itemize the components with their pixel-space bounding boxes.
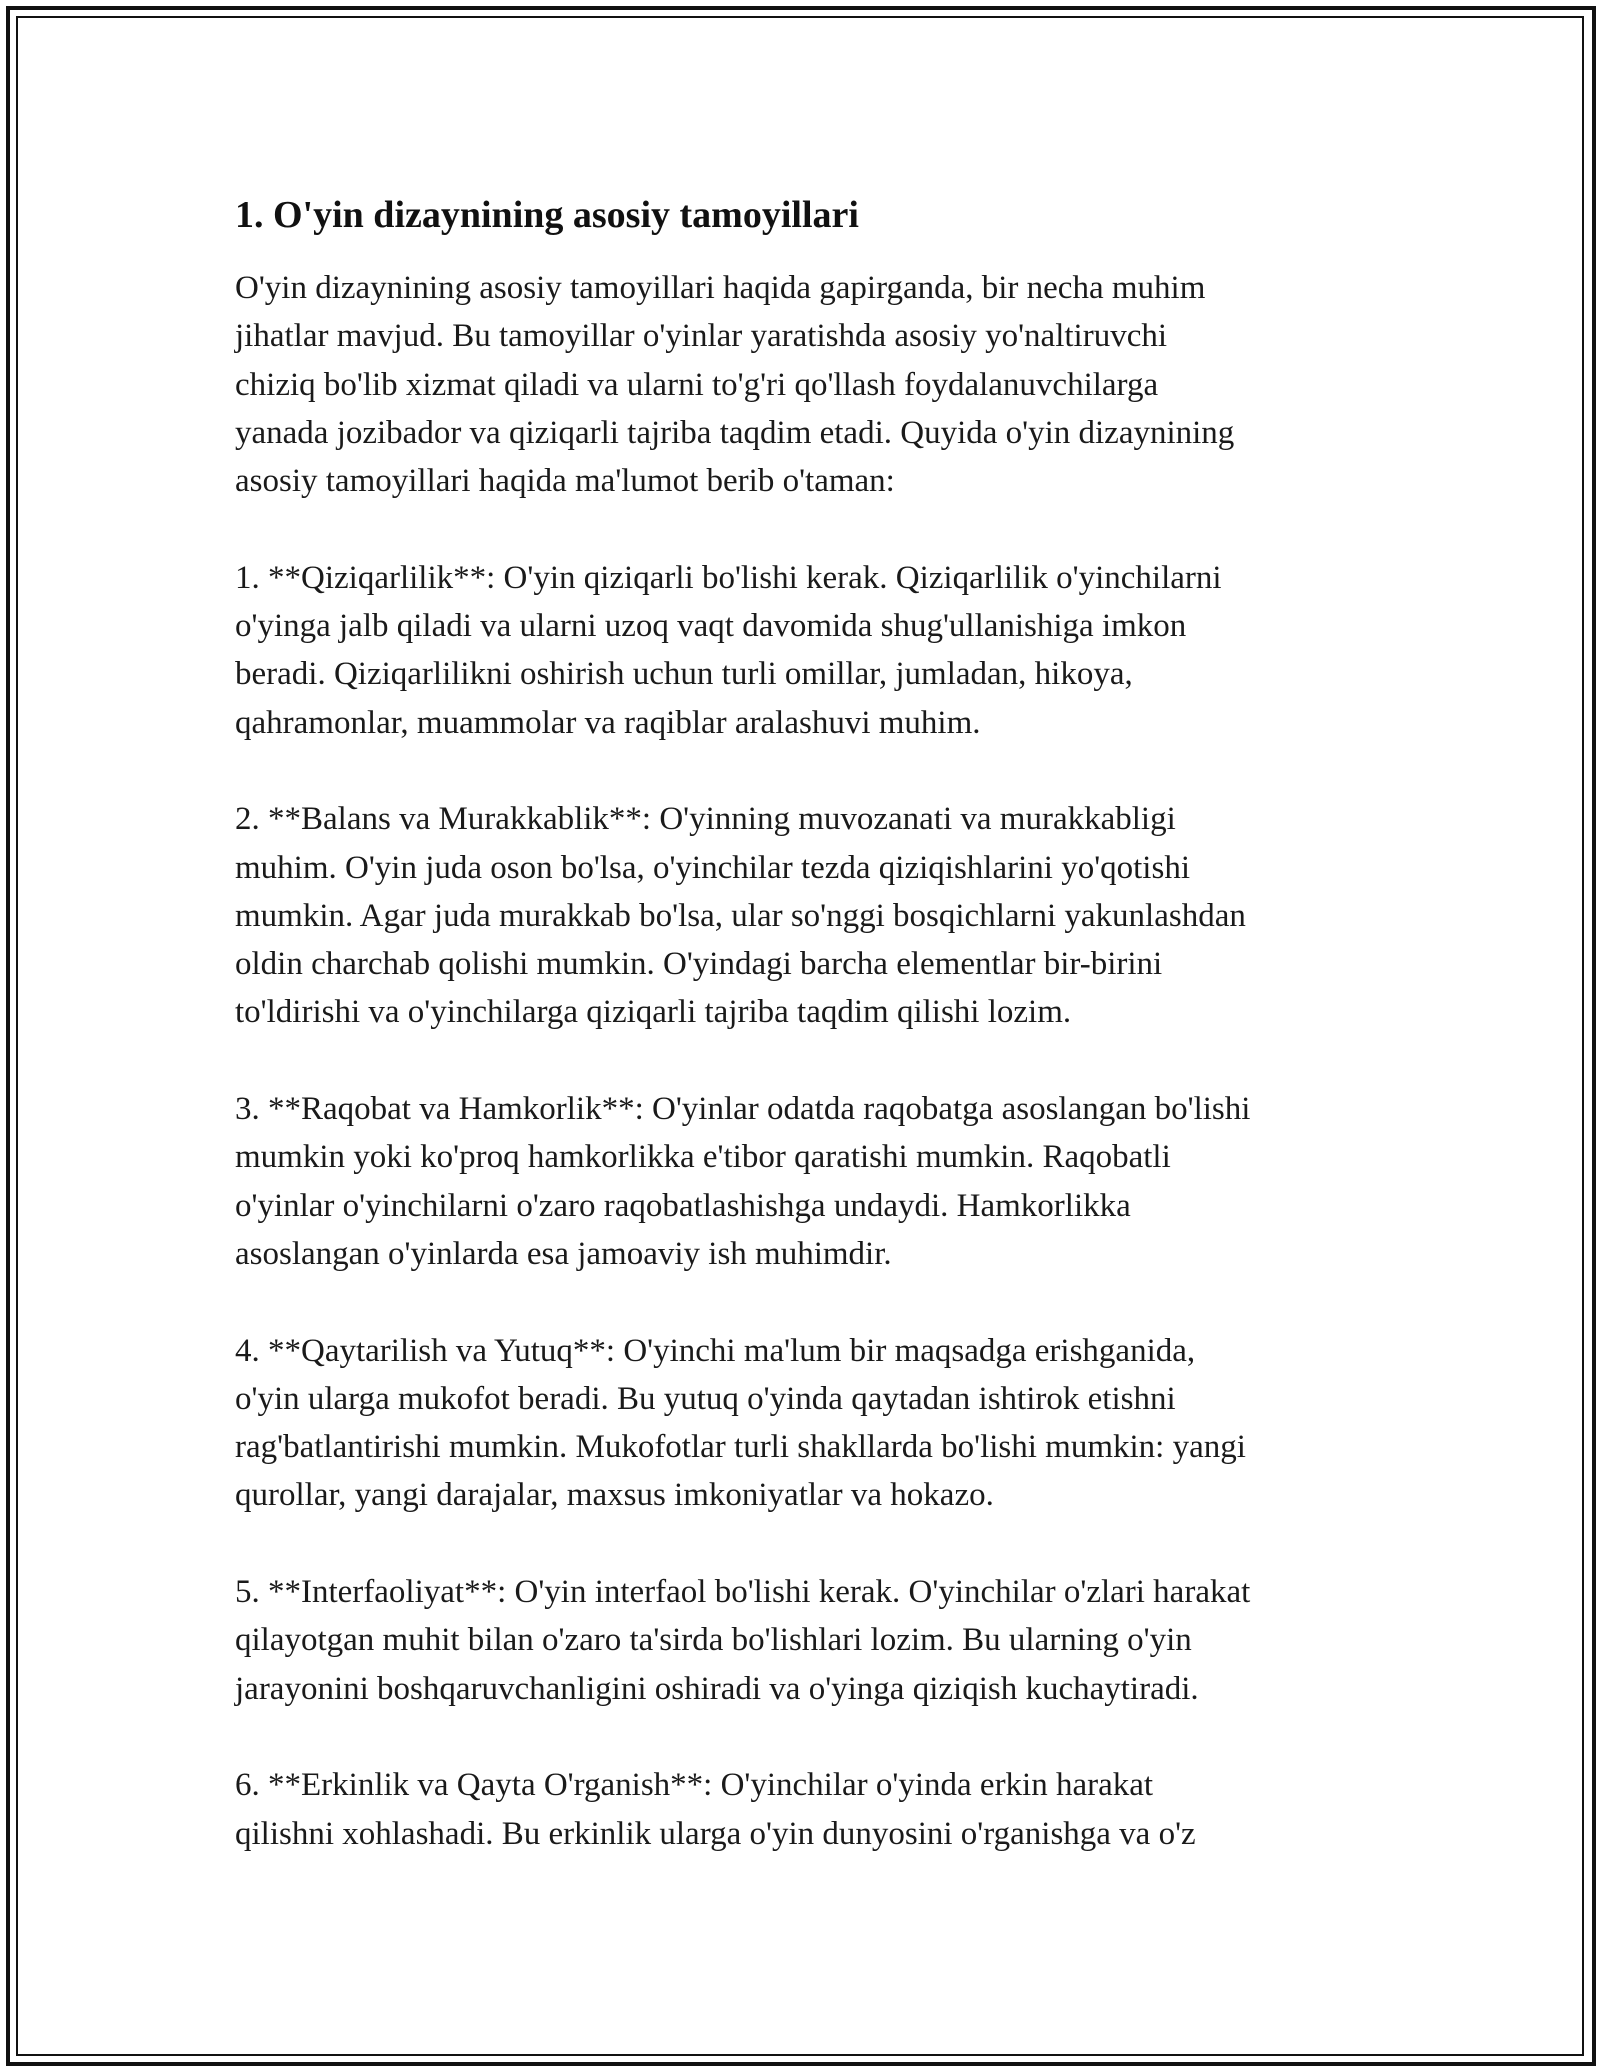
- text-line: asoslangan o'yinlarda esa jamoaviy ish muhimdir.: [235, 1235, 892, 1272]
- text-line: mumkin. Agar juda murakkab bo'lsa, ular so'nggi bosqichlarni yakunlashdan: [235, 897, 1246, 934]
- text-line: yanada jozibador va qiziqarli tajriba taqdim etadi. Quyida o'yin dizaynining: [235, 414, 1235, 451]
- text-line: beradi. Qiziqarlilikni oshirish uchun turli omillar, jumladan, hikoya,: [235, 656, 1133, 693]
- text-line: 6. **Erkinlik va Qayta O'rganish**: O'yinchilar o'yinda erkin harakat: [235, 1767, 1154, 1804]
- text-line: jihatlar mavjud. Bu tamoyillar o'yinlar yaratishda asosiy yo'naltiruvchi: [235, 318, 1168, 355]
- text-line: rag'batlantirishi mumkin. Mukofotlar turli shakllarda bo'lishi mumkin: yangi: [235, 1429, 1246, 1466]
- paragraph: [235, 264, 1380, 505]
- document-body: [235, 186, 1380, 1906]
- text-line: qilishni xohlashadi. Bu erkinlik ularga o'yin dunyosini o'rganishga va o'z: [235, 1815, 1196, 1852]
- text-line: o'yin ularga mukofot beradi. Bu yutuq o'yinda qaytadan ishtirok etishni: [235, 1380, 1176, 1417]
- text-line: chiziq bo'lib xizmat qiladi va ularni to'g'ri qo'llash foydalanuvchilarga: [235, 366, 1159, 403]
- text-line: o'yinga jalb qiladi va ularni uzoq vaqt davomida shug'ullanishiga imkon: [235, 608, 1187, 645]
- text-line: 3. **Raqobat va Hamkorlik**: O'yinlar odatda raqobatga asoslangan bo'lishi: [235, 1091, 1251, 1128]
- text-line: O'yin dizaynining asosiy tamoyillari haqida gapirganda, bir necha muhim: [235, 270, 1206, 306]
- paragraph: [235, 795, 1380, 1036]
- paragraph: [235, 1085, 1380, 1278]
- text-line: 2. **Balans va Murakkablik**: O'yinning muvozanati va murakkabligi: [235, 801, 1176, 838]
- section-heading: 1. O'yin dizaynining asosiy tamoyillari: [235, 194, 859, 236]
- text-line: muhim. O'yin juda oson bo'lsa, o'yinchilar tezda qiziqishlarini yo'qotishi: [235, 849, 1190, 886]
- paragraph-list: [235, 264, 1380, 1858]
- text-line: qahramonlar, muammolar va raqiblar aralashuvi muhim.: [235, 704, 981, 741]
- text-line: jarayonini boshqaruvchanligini oshiradi va o'yinga qiziqish kuchaytiradi.: [235, 1670, 1199, 1707]
- paragraph: [235, 1568, 1380, 1713]
- paragraph: [235, 1761, 1380, 1858]
- text-line: asosiy tamoyillari haqida ma'lumot berib o'taman:: [235, 463, 895, 500]
- text-line: oldin charchab qolishi mumkin. O'yindagi barcha elementlar bir-birini: [235, 946, 1163, 983]
- text-line: qilayotgan muhit bilan o'zaro ta'sirda bo'lishlari lozim. Bu ularning o'yin: [235, 1622, 1192, 1659]
- text-line: 4. **Qaytarilish va Yutuq**: O'yinchi ma'lum bir maqsadga erishganida,: [235, 1332, 1196, 1369]
- text-line: qurollar, yangi darajalar, maxsus imkoniyatlar va hokazo.: [235, 1477, 994, 1514]
- text-line: mumkin yoki ko'proq hamkorlikka e'tibor qaratishi mumkin. Raqobatli: [235, 1139, 1171, 1176]
- paragraph: [235, 1327, 1380, 1520]
- text-line: to'ldirishi va o'yinchilarga qiziqarli tajriba taqdim qilishi lozim.: [235, 994, 1072, 1031]
- paragraph: [235, 554, 1380, 747]
- text-line: o'yinlar o'yinchilarni o'zaro raqobatlashishga undaydi. Hamkorlikka: [235, 1187, 1131, 1224]
- text-line: 5. **Interfaoliyat**: O'yin interfaol bo'lishi kerak. O'yinchilar o'zlari harakat: [235, 1574, 1251, 1611]
- text-line: 1. **Qiziqarlilik**: O'yin qiziqarli bo'lishi kerak. Qiziqarlilik o'yinchilarni: [235, 559, 1222, 596]
